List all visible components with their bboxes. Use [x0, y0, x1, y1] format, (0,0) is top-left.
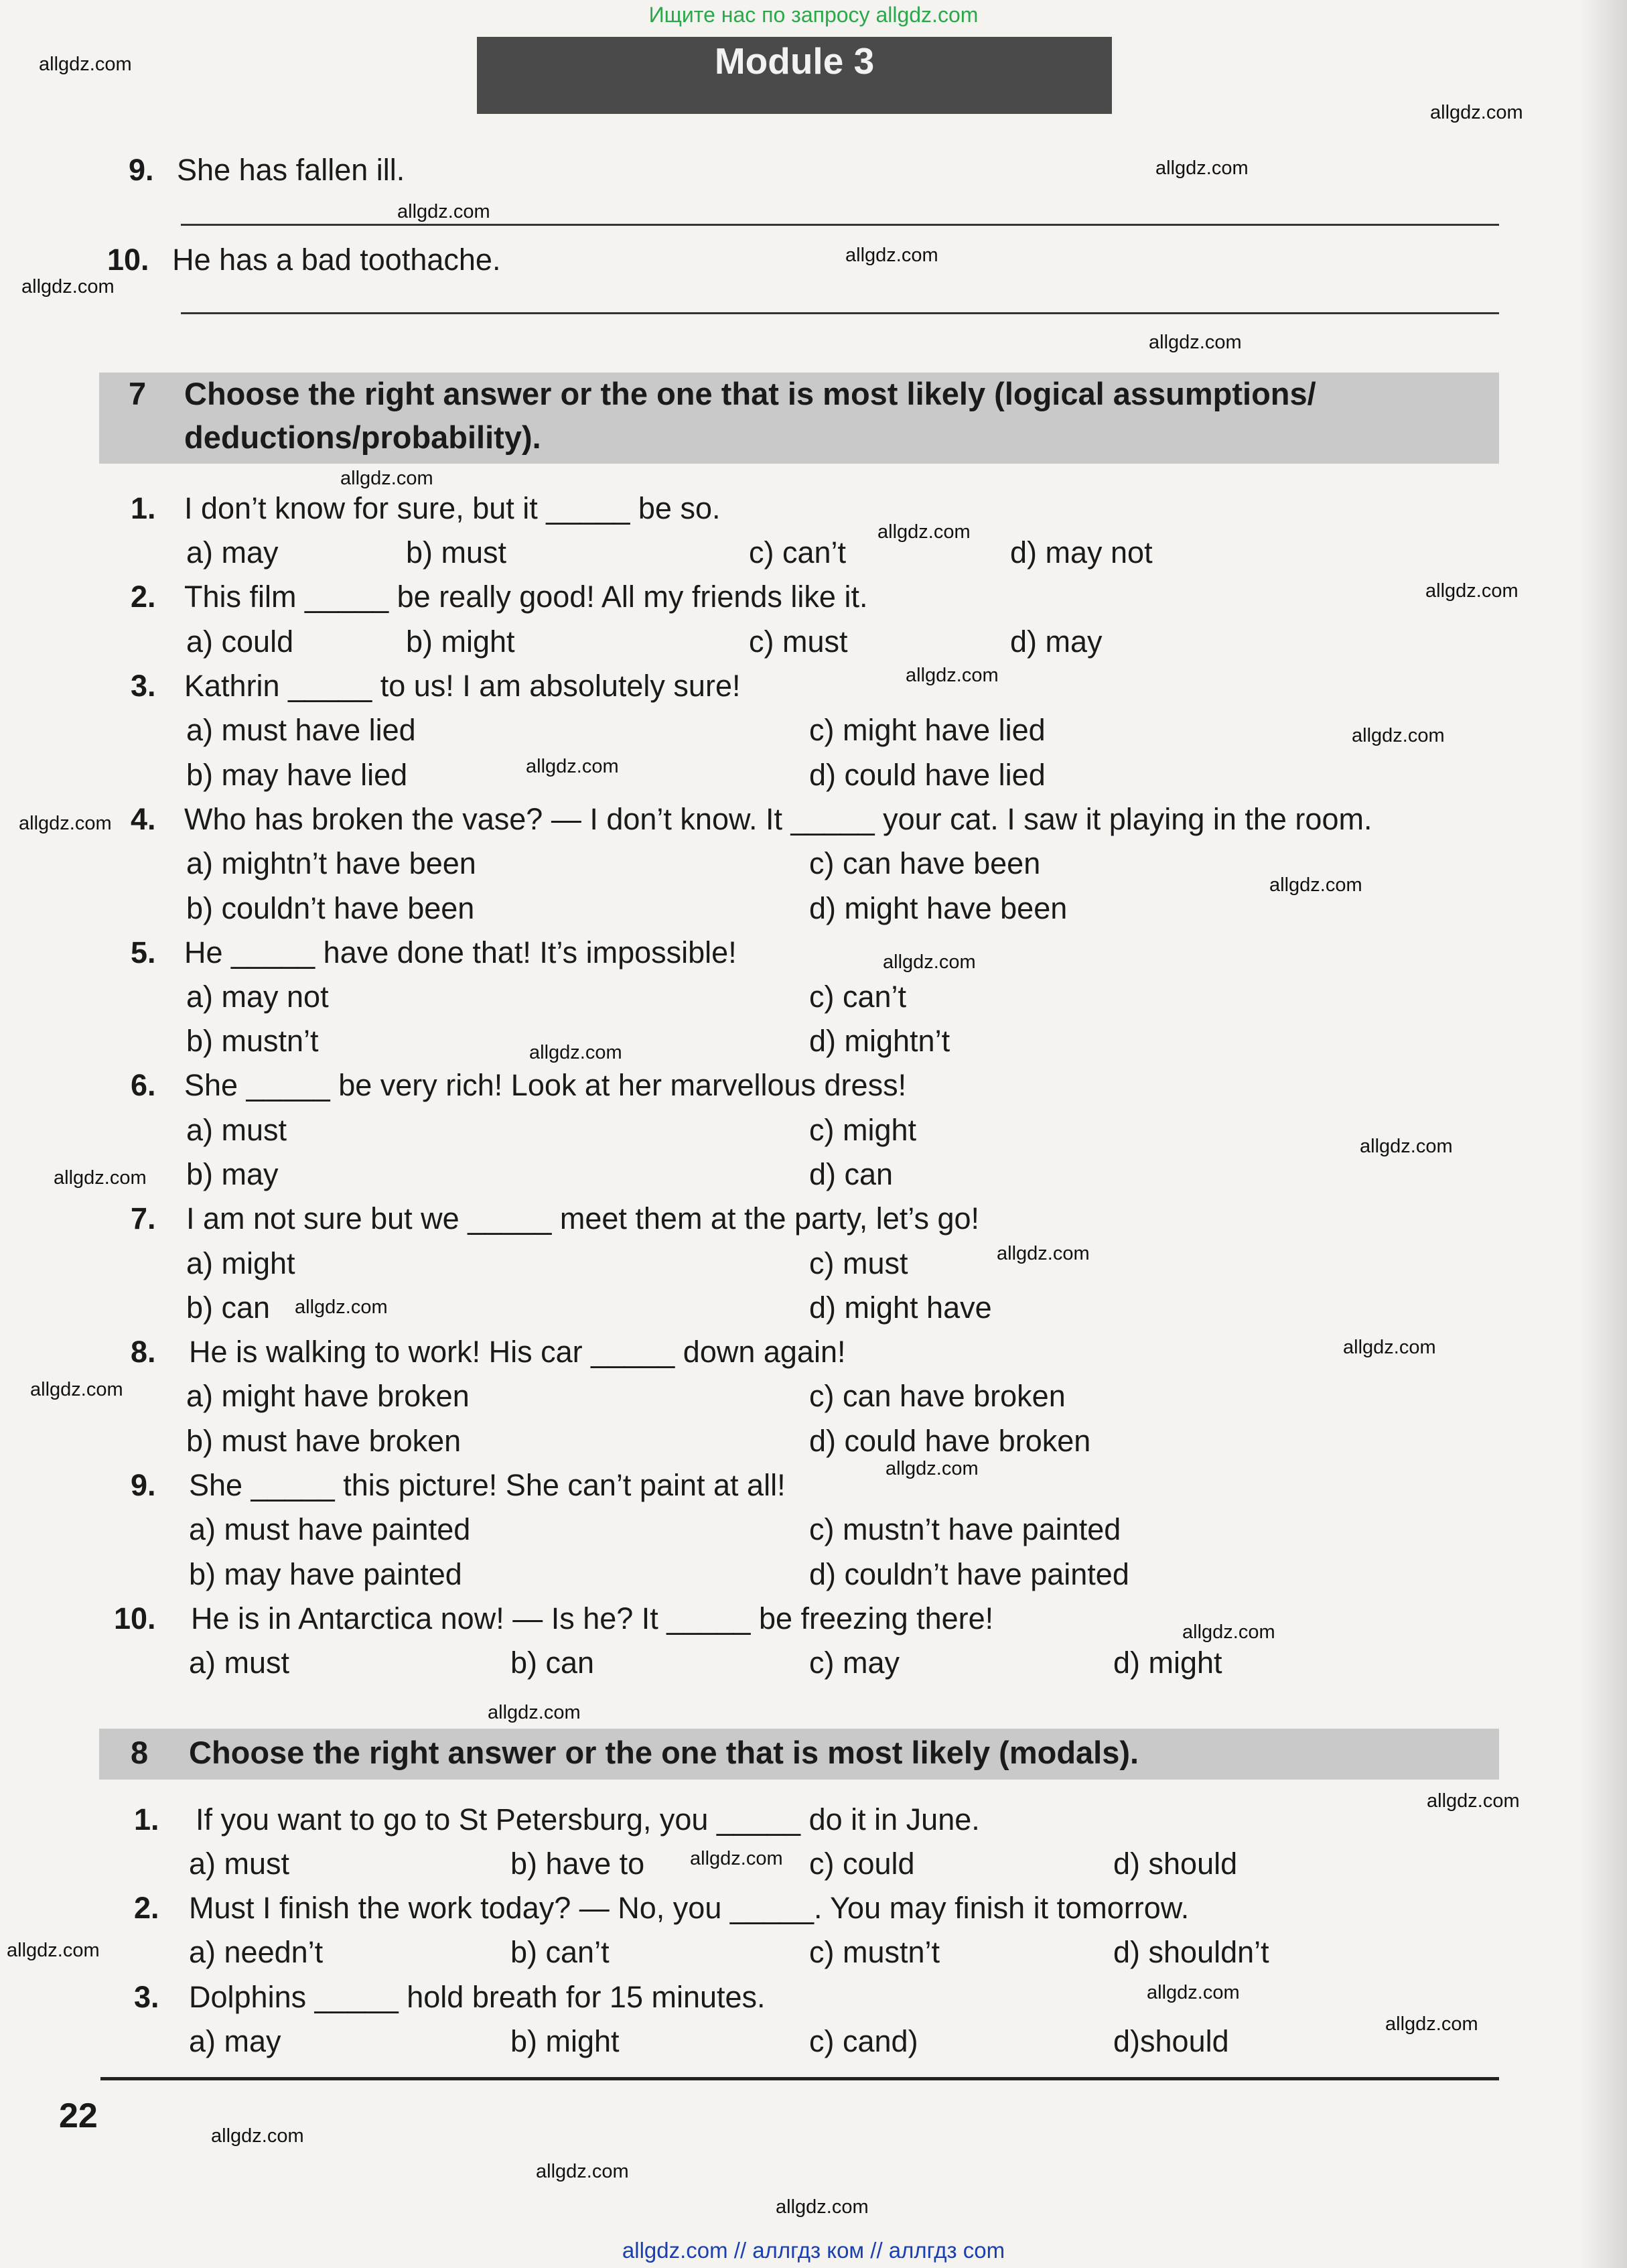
watermark: allgdz.com — [536, 2161, 629, 2182]
option[interactable]: c) must — [749, 624, 848, 659]
question-number: 7. — [131, 1201, 156, 1236]
question-number: 9. — [131, 1468, 156, 1502]
option[interactable]: a) must — [186, 1113, 287, 1147]
question-number: 8. — [131, 1335, 156, 1369]
section-7-title-line2: deductions/probability). — [184, 419, 541, 455]
watermark: allgdz.com — [1149, 332, 1242, 353]
question-text: She _____ this picture! She can’t paint at all! — [189, 1468, 786, 1502]
watermark: allgdz.com — [1425, 580, 1518, 602]
option[interactable]: d) could have lied — [809, 758, 1046, 792]
watermark: allgdz.com — [1269, 874, 1362, 896]
option[interactable]: d) should — [1113, 1847, 1238, 1881]
question-number: 10. — [114, 1601, 156, 1636]
question-text: Dolphins _____ hold breath for 15 minutes. — [189, 1980, 766, 2014]
option[interactable]: d) could have broken — [809, 1424, 1091, 1458]
watermark: allgdz.com — [1147, 1982, 1240, 2003]
question-7-7 — [131, 1201, 156, 1236]
watermark: allgdz.com — [54, 1167, 147, 1189]
option[interactable]: a) might — [186, 1246, 295, 1280]
question-7-3 — [131, 669, 156, 704]
watermark: allgdz.com — [886, 1458, 979, 1479]
question-number: 1. — [131, 491, 156, 525]
question-number: 1. — [134, 1802, 159, 1837]
option[interactable]: b) must — [406, 535, 507, 570]
question-number: 3. — [134, 1980, 159, 2014]
page-number: 22 — [59, 2096, 98, 2135]
watermark: allgdz.com — [1360, 1136, 1453, 1157]
option[interactable]: a) must — [189, 1847, 290, 1881]
option[interactable]: c) can have broken — [809, 1379, 1066, 1413]
question-text: Kathrin _____ to us! I am absolutely sure! — [184, 669, 741, 703]
option[interactable]: b) have to — [510, 1847, 645, 1881]
option[interactable]: c) could — [809, 1847, 915, 1881]
site-banner: Ищите нас по запросу allgdz.com — [648, 3, 979, 27]
watermark: allgdz.com — [1385, 2013, 1478, 2035]
question-number: 2. — [131, 580, 156, 614]
question-8-3 — [134, 1980, 159, 2015]
question-7-4 — [131, 802, 156, 837]
watermark: allgdz.com — [529, 1042, 622, 1063]
option[interactable]: b) can’t — [510, 1935, 610, 1969]
question-text: I don’t know for sure, but it _____ be so. — [184, 491, 721, 525]
option[interactable]: b) mustn’t — [186, 1024, 319, 1058]
watermark: allgdz.com — [845, 245, 938, 266]
question-7-1 — [131, 491, 156, 526]
option[interactable]: c) might — [809, 1113, 917, 1147]
watermark: allgdz.com — [1352, 725, 1445, 746]
watermark: allgdz.com — [906, 665, 999, 686]
option[interactable]: c) mustn’t — [809, 1935, 940, 1969]
section-8-title: Choose the right answer or the one that is most likely (modals). — [189, 1735, 1139, 1770]
watermark: allgdz.com — [340, 468, 433, 489]
bottom-rule — [100, 2077, 1499, 2080]
question-number: 6. — [131, 1068, 156, 1102]
question-text: This film _____ be really good! All my friends like it. — [184, 580, 868, 614]
watermark: allgdz.com — [30, 1379, 123, 1400]
watermark: allgdz.com — [877, 521, 971, 543]
prev-item-9 — [129, 153, 405, 188]
prev-item-10 — [107, 243, 500, 277]
watermark: allgdz.com — [690, 1848, 783, 1869]
watermark: allgdz.com — [21, 276, 115, 297]
option[interactable]: d) shouldn’t — [1113, 1935, 1269, 1969]
option[interactable]: a) could — [186, 624, 294, 659]
option[interactable]: d) couldn’t have painted — [809, 1557, 1129, 1591]
section-7-title-line1: Choose the right answer or the one that is most likely (logical assumptions/ — [184, 376, 1316, 411]
question-text: Must I finish the work today? — No, you _____. You may finish it tomorrow. — [189, 1891, 1190, 1925]
answer-line — [181, 224, 1499, 226]
option[interactable]: d) mightn’t — [809, 1024, 950, 1058]
option[interactable]: b) might — [406, 624, 515, 659]
watermark: allgdz.com — [1155, 157, 1249, 179]
question-7-8 — [131, 1335, 156, 1370]
option[interactable]: a) must have painted — [189, 1512, 471, 1546]
option[interactable]: c) cand) — [809, 2024, 918, 2058]
watermark: allgdz.com — [397, 201, 490, 222]
option[interactable]: b) can — [186, 1290, 271, 1325]
watermark: allgdz.com — [1430, 102, 1523, 123]
watermark: allgdz.com — [1343, 1337, 1436, 1358]
item-text: He has a bad toothache. — [172, 243, 501, 277]
question-7-2 — [131, 580, 156, 614]
module-title: Module 3 — [477, 37, 1112, 114]
question-text: He is walking to work! His car _____ down again! — [189, 1335, 846, 1369]
question-text: Who has broken the vase? — I don’t know. It _____ your cat. I saw it playing in the room. — [184, 802, 1372, 836]
watermark: allgdz.com — [883, 951, 976, 973]
option[interactable]: c) can have been — [809, 846, 1041, 880]
option[interactable]: b) might — [510, 2024, 620, 2058]
section-8-number: 8 — [131, 1735, 149, 1770]
question-7-10 — [114, 1601, 156, 1636]
section-7-number: 7 — [129, 376, 147, 411]
option[interactable]: c) may — [809, 1646, 900, 1680]
watermark: allgdz.com — [488, 1702, 581, 1723]
option[interactable]: a) must — [189, 1646, 290, 1680]
question-number: 4. — [131, 802, 156, 836]
item-number: 9. — [129, 153, 154, 187]
watermark: allgdz.com — [776, 2196, 869, 2218]
option[interactable]: b) must have broken — [186, 1424, 462, 1458]
option[interactable]: c) might have lied — [809, 713, 1046, 747]
watermark: allgdz.com — [211, 2125, 304, 2147]
item-number: 10. — [107, 243, 149, 277]
question-number: 3. — [131, 669, 156, 703]
option[interactable]: a) mightn’t have been — [186, 846, 476, 880]
option[interactable]: d) might — [1113, 1646, 1222, 1680]
option[interactable]: b) can — [510, 1646, 595, 1680]
option[interactable]: a) needn’t — [189, 1935, 324, 1969]
option[interactable]: d) can — [809, 1157, 894, 1191]
footer-banner: allgdz.com // аллгдз ком // аллгдз com — [622, 2238, 1005, 2263]
item-text: She has fallen ill. — [177, 153, 405, 187]
question-number: 5. — [131, 935, 156, 970]
question-7-5 — [131, 935, 156, 970]
watermark: allgdz.com — [1182, 1621, 1275, 1643]
question-text: He _____ have done that! It’s impossible! — [184, 935, 737, 970]
option[interactable]: d) may — [1010, 624, 1103, 659]
option[interactable]: a) may — [189, 2024, 281, 2058]
option[interactable]: b) may have painted — [189, 1557, 462, 1591]
question-8-1 — [134, 1802, 159, 1837]
watermark: allgdz.com — [19, 813, 112, 834]
watermark: allgdz.com — [7, 1940, 100, 1961]
question-8-2 — [134, 1891, 159, 1926]
watermark: allgdz.com — [295, 1296, 388, 1318]
option[interactable]: b) couldn’t have been — [186, 891, 475, 925]
option[interactable]: a) may not — [186, 980, 329, 1014]
question-7-6 — [131, 1068, 156, 1103]
option[interactable]: d) may not — [1010, 535, 1153, 570]
watermark: allgdz.com — [997, 1243, 1090, 1264]
option[interactable]: d) might have been — [809, 891, 1068, 925]
answer-line — [181, 312, 1499, 314]
watermark: allgdz.com — [526, 756, 619, 777]
option[interactable]: b) may — [186, 1157, 279, 1191]
option[interactable]: a) might have broken — [186, 1379, 470, 1413]
page-edge-shadow — [1580, 0, 1627, 2268]
option[interactable]: c) can’t — [809, 980, 907, 1014]
question-text: He is in Antarctica now! — Is he? It _____ be freezing there! — [191, 1601, 994, 1636]
option[interactable]: d)should — [1113, 2024, 1229, 2058]
option[interactable]: b) may have lied — [186, 758, 408, 792]
option[interactable]: a) may — [186, 535, 279, 570]
question-text: She _____ be very rich! Look at her marvellous dress! — [184, 1068, 907, 1102]
option[interactable]: d) might have — [809, 1290, 992, 1325]
option[interactable]: c) must — [809, 1246, 908, 1280]
option[interactable]: a) must have lied — [186, 713, 416, 747]
option[interactable]: c) mustn’t have painted — [809, 1512, 1121, 1546]
question-7-9 — [131, 1468, 156, 1503]
watermark: allgdz.com — [1427, 1790, 1520, 1812]
watermark: allgdz.com — [39, 54, 132, 75]
question-text: If you want to go to St Petersburg, you _____ do it in June. — [196, 1802, 980, 1837]
question-text: I am not sure but we _____ meet them at the party, let’s go! — [186, 1201, 979, 1236]
question-number: 2. — [134, 1891, 159, 1925]
option[interactable]: c) can’t — [749, 535, 847, 570]
